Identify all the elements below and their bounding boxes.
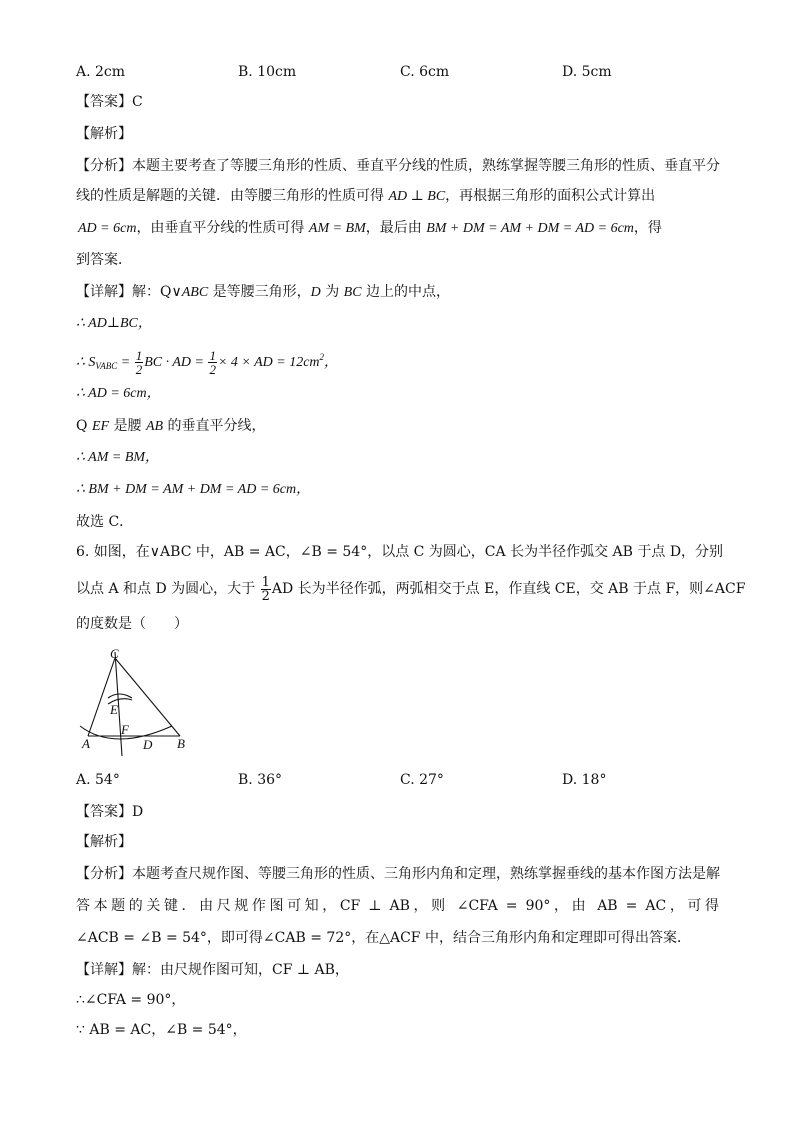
q5-area-subscript: VABC: [95, 361, 118, 371]
q6-analysis-line-3: ∠ACB = ∠B = 54°，即可得∠CAB = 72°，在△ACF 中，结合三角形内角和定理即可得出答案．: [76, 930, 691, 946]
q5-option-b: B. 10cm: [238, 64, 297, 80]
q6-stem-line-3: 的度数是（ ）: [76, 616, 188, 632]
q5-area-symbol: ∴ S: [76, 355, 96, 370]
side-ca: [88, 658, 115, 736]
q6-option-d: D. 18°: [562, 772, 607, 788]
q5-fraction-1: [135, 349, 144, 376]
q6-option-a: A. 54°: [76, 772, 120, 788]
q5-analysis-text: 线的性质是解题的关键．由等腰三角形的性质可得: [76, 188, 389, 204]
q5-analysis-header: 【解析】: [76, 126, 132, 142]
q6-option-c: C. 27°: [400, 772, 444, 788]
q6-stem-text: 以点 A 和点 D 为圆心，大于: [76, 581, 260, 597]
q5-analysis-text: ，得: [633, 220, 662, 236]
q6-analysis-header: 【解析】: [76, 834, 132, 850]
q5-option-c: C. 6cm: [400, 64, 450, 80]
q6-fraction: [261, 576, 271, 603]
label-e: E: [110, 702, 118, 717]
arc-e-1: [108, 694, 132, 698]
q5-detail-formula: BC: [343, 285, 362, 300]
label-a: A: [82, 736, 90, 751]
q5-step-5: ∴ AM = BM，: [76, 450, 160, 465]
q5-step-6: ∴ BM + DM = AM + DM = AD = 6cm，: [76, 482, 311, 497]
q5-answer: 【答案】C: [76, 94, 143, 110]
q5-step-1: ∴ AD⊥BC，: [76, 316, 152, 331]
label-d: D: [143, 737, 153, 752]
q6-detail-line-3: ∵ AB = AC，∠B = 54°，: [76, 1022, 247, 1038]
label-b: B: [177, 736, 185, 751]
q6-stem-line-2: [76, 574, 745, 604]
fraction-numerator: 1: [135, 348, 143, 364]
q5-analysis-line-3: [78, 218, 662, 239]
q5-detail-text: 是等腰三角形，: [208, 284, 311, 300]
q5-step-2-mid: BC · AD =: [144, 355, 208, 370]
q5-detail-line: [76, 282, 450, 303]
q5-superscript: 2: [319, 352, 325, 362]
q5-step-4-text: 的垂直平分线，: [163, 418, 266, 434]
q5-step-4-symbol: Q: [76, 418, 92, 434]
q6-option-b: B. 36°: [238, 772, 283, 788]
fraction-denominator: 2: [209, 362, 216, 378]
q5-analysis-formula: BM + DM = AM + DM = AD = 6cm: [426, 221, 634, 236]
q5-step-2-tail: × 4 × AD = 12cm: [217, 355, 320, 370]
label-c: C: [110, 646, 119, 661]
q6-geometry-figure: [74, 640, 198, 760]
q5-step-2-end: ，: [324, 355, 339, 370]
q5-step-2: [76, 342, 338, 381]
q5-detail-formula: D: [310, 285, 321, 300]
fraction-denominator: 2: [135, 362, 143, 378]
q5-step-4: [76, 416, 266, 437]
q6-analysis-line-2: 答本题的关键．由尺规作图可知，CF ⊥ AB，则 ∠CFA = 90°，由 AB = AC，可得: [76, 898, 719, 914]
q5-analysis-text: ，再根据三角形的面积公式计算出: [445, 188, 656, 204]
q5-step-7: 故选 C．: [76, 514, 134, 530]
fraction-denominator: 2: [261, 588, 270, 604]
q6-detail-line-2: ∴∠CFA = 90°，: [76, 992, 186, 1008]
q5-analysis-formula: AM = BM: [308, 221, 366, 236]
q5-analysis-line-2: [76, 186, 655, 207]
q5-equals: =: [117, 355, 134, 370]
q5-option-d: D. 5cm: [562, 64, 612, 80]
q5-analysis-line-4: 到答案．: [76, 252, 132, 268]
fraction-numerator: 1: [261, 574, 270, 590]
q5-detail-text: 为: [320, 284, 344, 300]
q5-step-4-formula: EF: [91, 419, 110, 434]
q5-analysis-text: ，最后由: [365, 220, 427, 236]
q5-detail-text: 【详解】解：Q∨: [76, 284, 182, 300]
q5-option-a: A. 2cm: [76, 64, 126, 80]
fraction-numerator: 1: [209, 348, 216, 364]
q5-step-4-text: 是腰: [109, 418, 146, 434]
label-f: F: [121, 722, 129, 737]
q5-detail-text: 边上的中点，: [361, 284, 451, 300]
q5-analysis-text: ，由垂直平分线的性质可得: [136, 220, 309, 236]
q6-stem-text: AD 长为半径作弧，两弧相交于点 E，作直线 CE，交 AB 于点 F，则∠ACF: [271, 581, 746, 597]
q6-stem-line-1: 6. 如图，在∨ABC 中，AB = AC，∠B = 54°，以点 C 为圆心，CA 长为半径作弧交 AB 于点 D，分别: [76, 544, 724, 560]
q6-analysis-line-1: 【分析】本题考查尺规作图、等腰三角形的性质、三角形内角和定理，熟练掌握垂线的基本作图方法是解: [76, 866, 720, 882]
q6-answer: 【答案】D: [76, 804, 144, 820]
q5-detail-formula: ABC: [181, 285, 209, 300]
q5-analysis-formula: AD = 6cm: [78, 221, 137, 236]
q5-analysis-line-1: 【分析】本题主要考查了等腰三角形的性质、垂直平分线的性质，熟练掌握等腰三角形的性质、垂直平分: [76, 158, 720, 174]
q5-analysis-formula: AD ⊥ BC: [388, 189, 446, 204]
q5-step-4-formula: AB: [145, 419, 164, 434]
q6-detail-line-1: 【详解】解：由尺规作图可知，CF ⊥ AB，: [76, 962, 349, 978]
q5-step-3: ∴ AD = 6cm，: [76, 386, 161, 401]
q5-fraction-2: [208, 349, 217, 376]
